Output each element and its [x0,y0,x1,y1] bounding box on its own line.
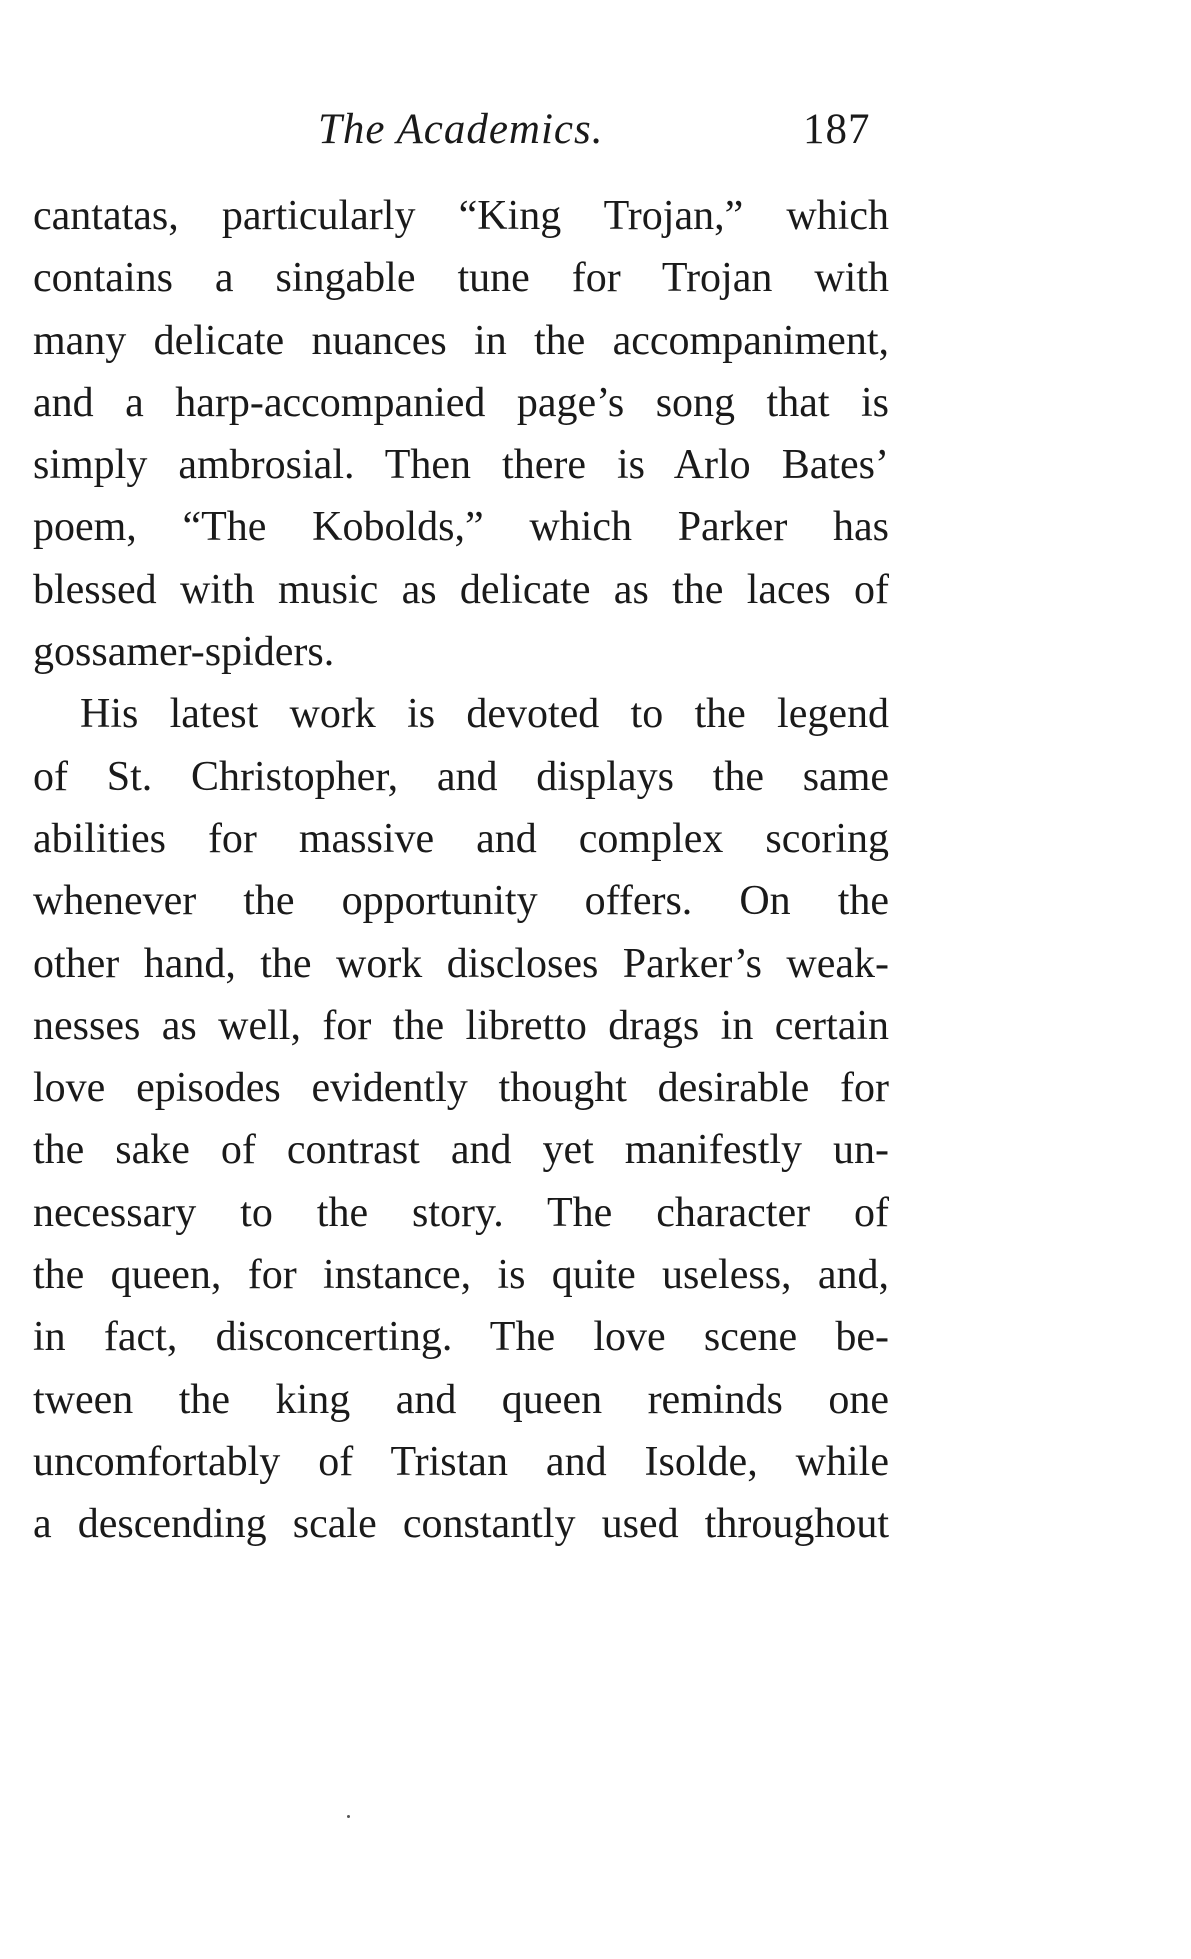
text-line: uncomfortably of Tristan and Isolde, while [33,1438,889,1485]
text-line: of St. Christopher, and displays the same [33,753,889,800]
text-line: whenever the opportunity offers. On the [33,878,889,925]
page-number: 187 [803,106,871,153]
text-line: other hand, the work discloses Parker’s weak- [33,940,889,987]
text-line: contains a singable tune for Trojan with [33,255,889,302]
text-line: love episodes evidently thought desirable for [33,1065,889,1112]
text-line: and a harp-accompanied page’s song that is [33,379,889,426]
paragraph-end-line: gossamer-spiders. [33,629,335,676]
ink-speck [347,1815,350,1818]
text-line: simply ambrosial. Then there is Arlo Bates’ [33,442,889,489]
text-line: a descending scale constantly used throughout [33,1501,889,1548]
text-line: blessed with music as delicate as the laces of [33,566,889,613]
text-line: many delicate nuances in the accompaniment, [33,317,889,364]
text-line: tween the king and queen reminds one [33,1376,889,1423]
text-line: poem, “The Kobolds,” which Parker has [33,504,889,551]
body-text [33,185,889,1556]
text-line: nesses as well, for the libretto drags in certain [33,1002,889,1049]
text-line: in fact, disconcerting. The love scene be- [33,1314,889,1361]
text-line: the sake of contrast and yet manifestly un- [33,1127,889,1174]
text-line: cantatas, particularly “King Trojan,” which [33,193,889,239]
running-title: The Academics. [318,106,604,153]
text-line: necessary to the story. The character of [33,1189,889,1236]
paragraph-start-line: His latest work is devoted to the legend [80,691,889,738]
text-line: abilities for massive and complex scoring [33,815,889,862]
text-line: the queen, for instance, is quite useless, and, [33,1252,889,1299]
running-header [0,100,1191,160]
